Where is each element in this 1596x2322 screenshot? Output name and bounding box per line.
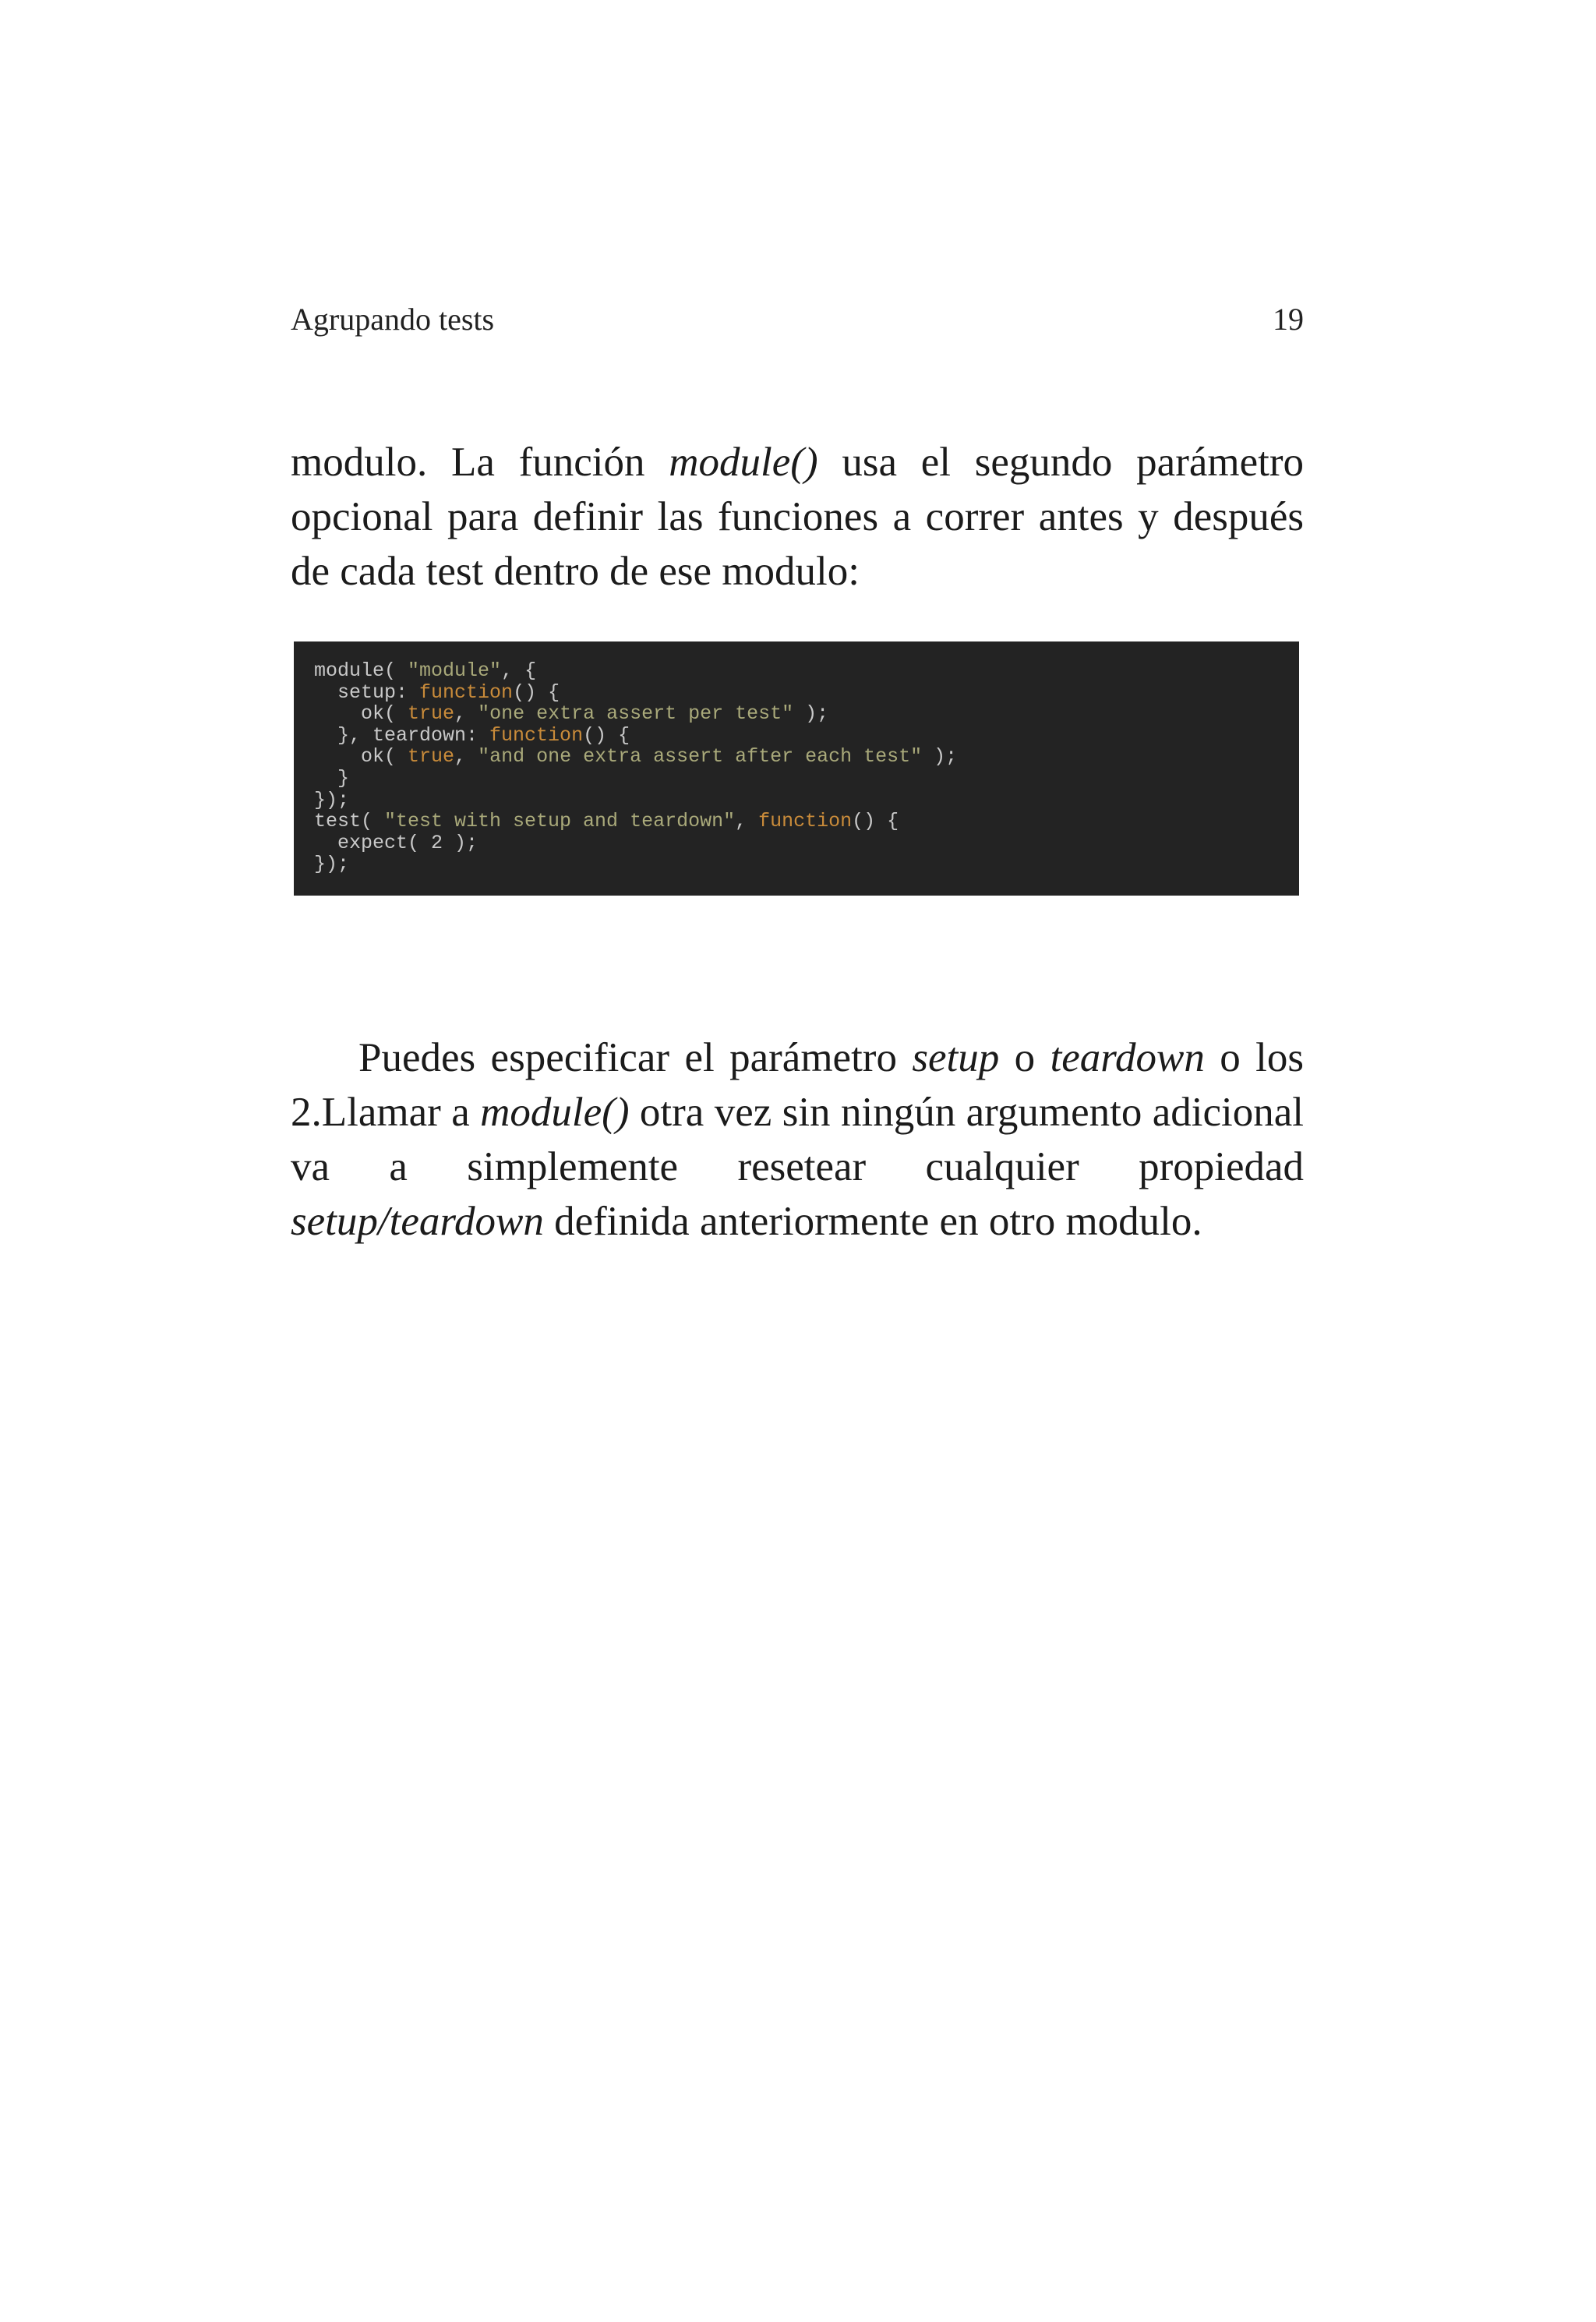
text-span: otra vez sin ningún argumento adicional va a simplemente resetear cualquier propiedad — [291, 1090, 1304, 1189]
code-string: "test with setup and teardown" — [384, 810, 736, 833]
code-keyword: function — [489, 723, 584, 747]
code-string: "and one extra assert after each test" — [478, 745, 923, 769]
code-text: () { — [852, 810, 899, 833]
code-keyword: function — [758, 810, 853, 833]
code-term-teardown: teardown — [1050, 1035, 1205, 1080]
code-text: } — [314, 766, 350, 790]
paragraph-module-intro — [291, 435, 1304, 599]
code-line — [314, 811, 1299, 832]
code-text: }, teardown: — [314, 723, 490, 747]
code-line — [314, 725, 1299, 747]
code-text: }); — [314, 853, 350, 876]
code-keyword: true — [408, 702, 455, 726]
code-line — [314, 768, 1299, 790]
code-term-setup-teardown: setup/teardown — [291, 1199, 544, 1244]
code-text: module( — [314, 659, 408, 682]
code-string: "one extra assert per test" — [478, 702, 794, 726]
code-keyword: function — [419, 680, 514, 704]
code-text: () { — [583, 723, 630, 747]
code-keyword: true — [408, 745, 455, 769]
text-span: o los 2.Llamar a — [291, 1035, 1304, 1135]
code-text: test( — [314, 810, 385, 833]
code-term-setup: setup — [912, 1035, 1000, 1080]
code-text: ); — [922, 745, 958, 769]
code-text: , — [735, 810, 759, 833]
code-line — [314, 832, 1299, 854]
code-term-module: module() — [669, 440, 818, 485]
code-text: setup: — [314, 680, 420, 704]
code-line — [314, 746, 1299, 768]
text-span: Puedes especificar el parámetro — [358, 1035, 913, 1080]
code-text: , — [454, 702, 478, 726]
text-span: definida anteriormente en otro modulo. — [543, 1199, 1202, 1244]
page-number: 19 — [1273, 302, 1304, 337]
text-span: usa el segundo parámetro opcional para definir las funciones a correr antes y después de cada test dentro de ese modulo: — [291, 440, 1305, 594]
code-line — [314, 703, 1299, 725]
code-term-module: module() — [480, 1090, 630, 1135]
paragraph-setup-teardown — [291, 1030, 1304, 1249]
code-string: "module" — [408, 659, 502, 682]
text-span: o — [999, 1035, 1050, 1080]
code-text: ); — [793, 702, 829, 726]
code-text: () { — [513, 680, 560, 704]
text-span: modulo. La función — [291, 440, 669, 485]
code-text: ok( — [314, 702, 408, 726]
code-text: expect( 2 ); — [314, 831, 478, 854]
chapter-title: Agrupando tests — [291, 302, 495, 337]
code-text: , { — [501, 659, 537, 682]
code-line — [314, 854, 1299, 875]
running-head — [291, 296, 1304, 343]
code-text: ok( — [314, 745, 408, 769]
code-line — [314, 790, 1299, 811]
code-line — [314, 660, 1299, 682]
code-text: , — [454, 745, 478, 769]
code-line — [314, 682, 1299, 704]
code-text: }); — [314, 788, 350, 811]
code-block — [294, 641, 1299, 896]
